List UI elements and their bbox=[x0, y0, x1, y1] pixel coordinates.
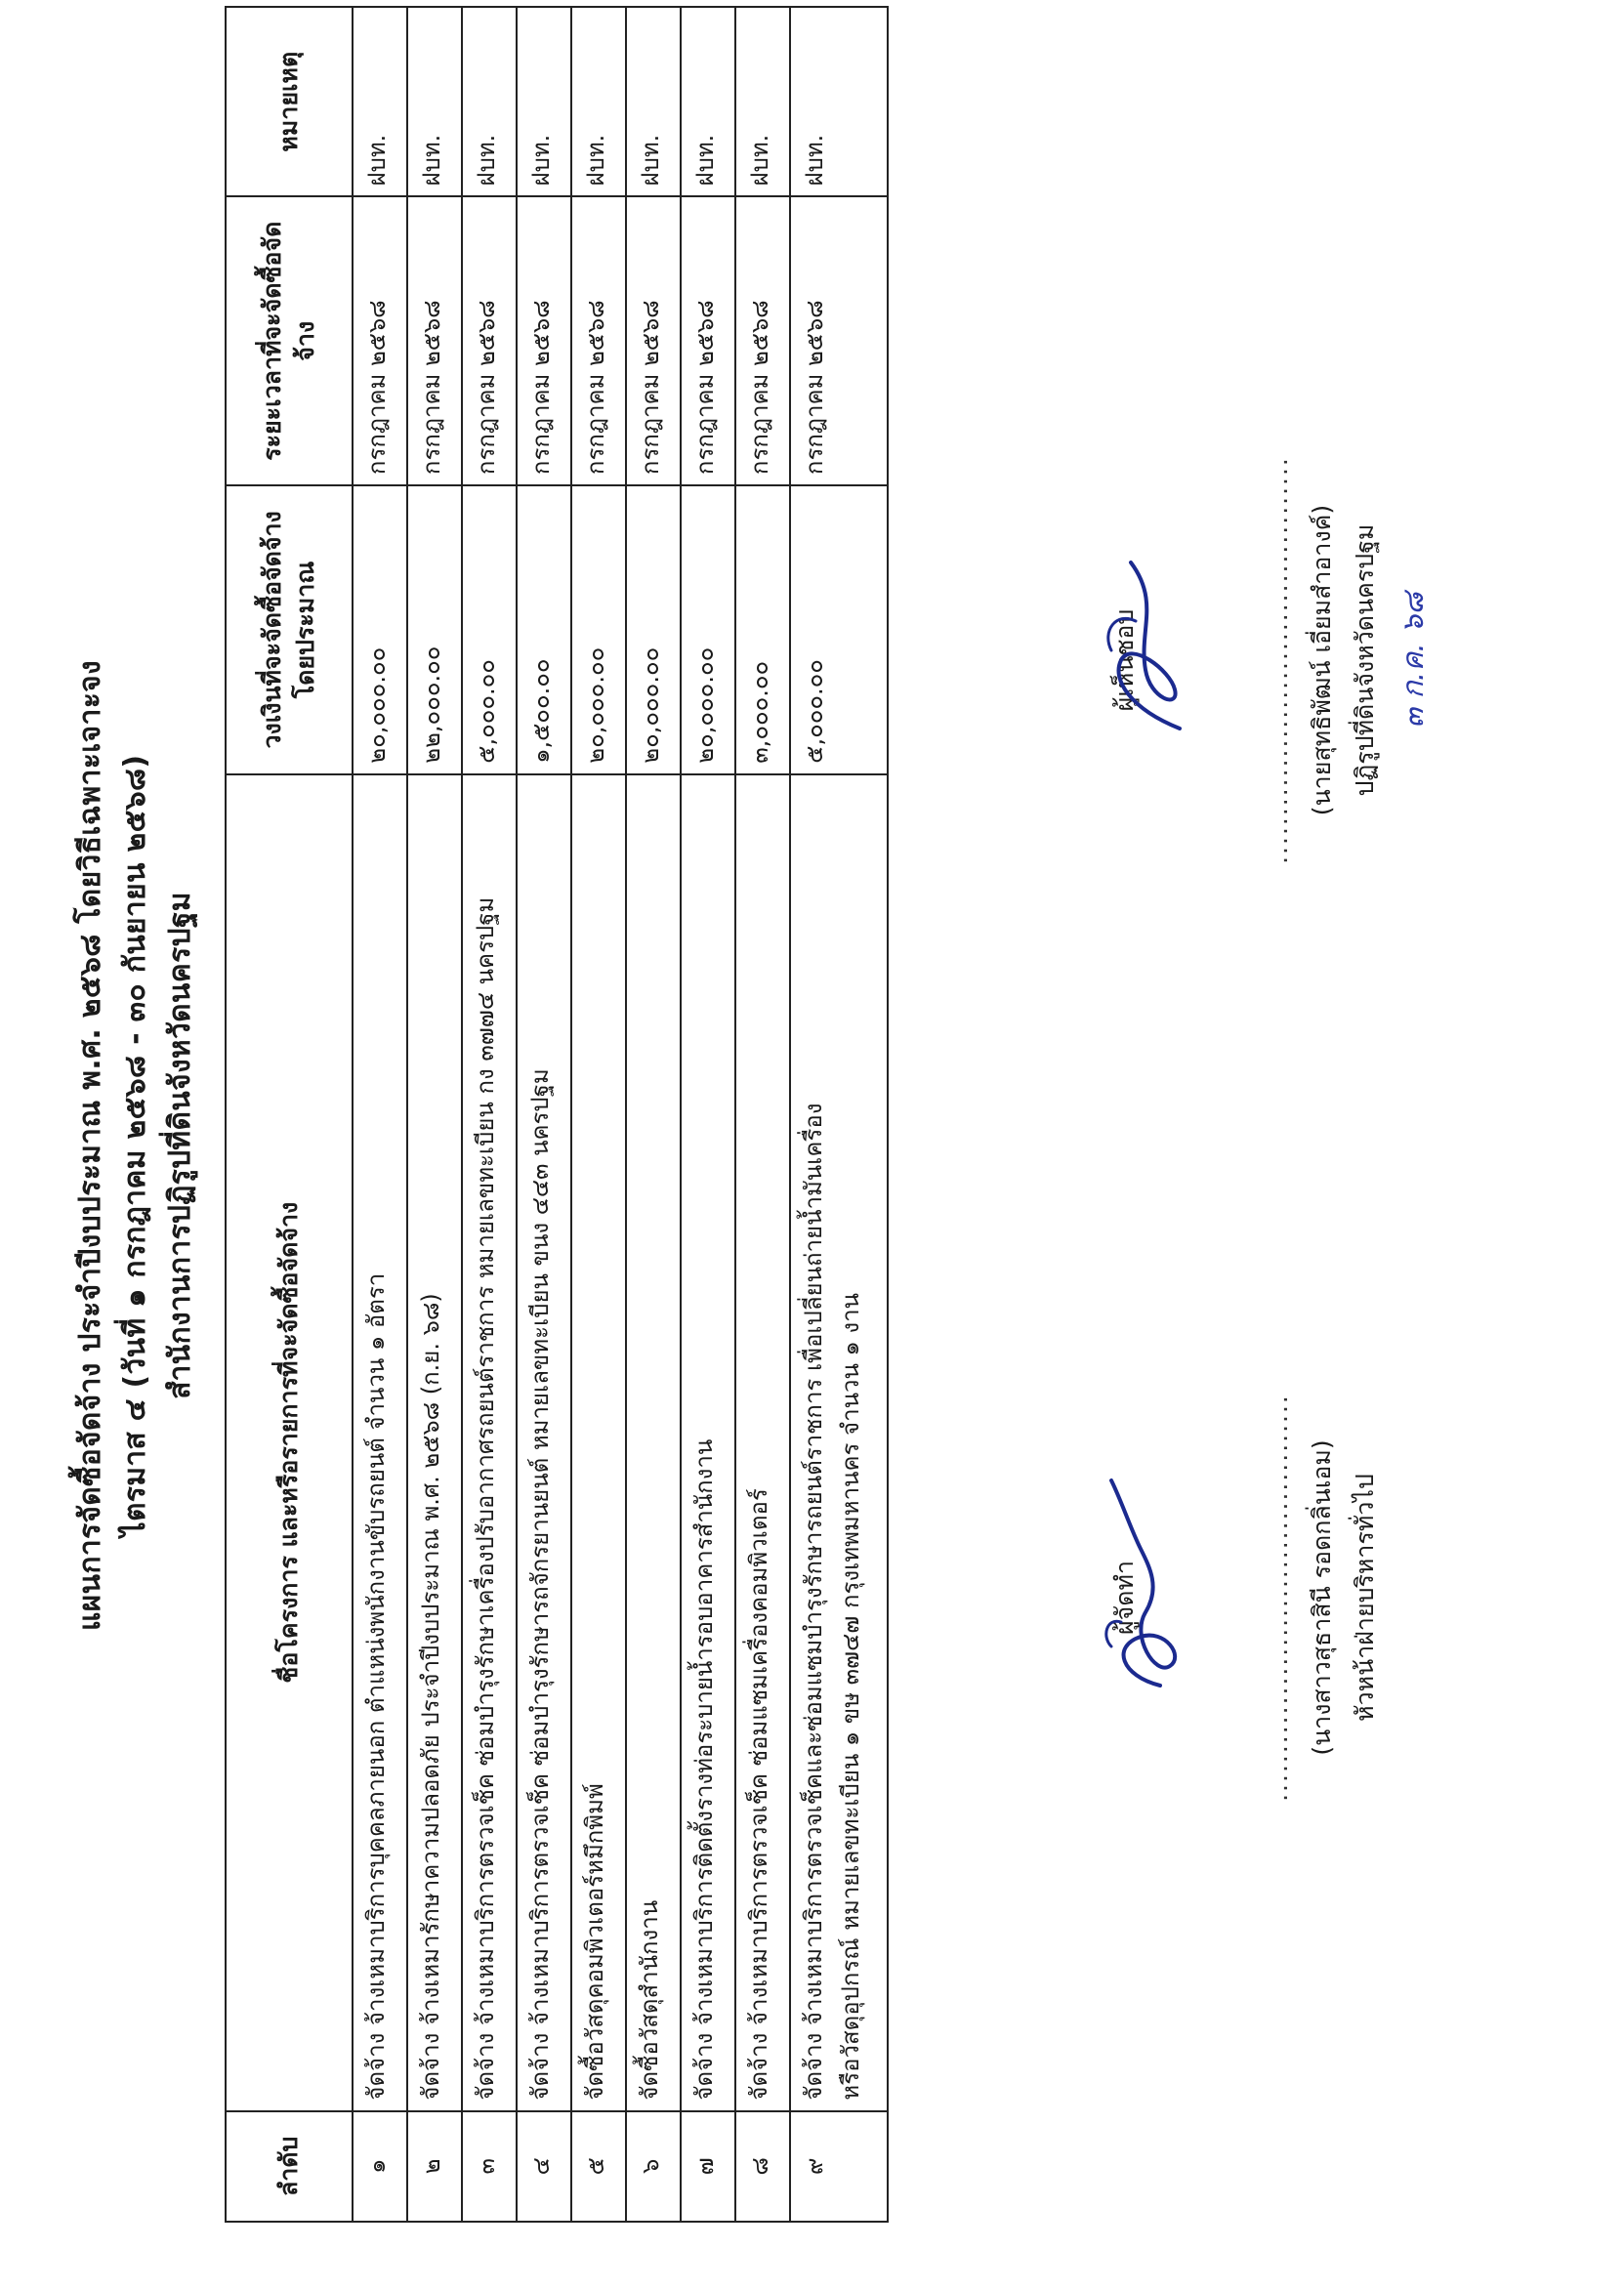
row-note: ฝบท. bbox=[735, 7, 790, 196]
row-name: จัดซื้อวัสดุคอมพิวเตอร์หมึกพิมพ์ bbox=[571, 774, 626, 2111]
row-note: ฝบท. bbox=[681, 7, 735, 196]
row-note: ฝบท. bbox=[407, 7, 462, 196]
signature-name: (นางสาวสุธาสินี รอดกลิ่นเอม) bbox=[1308, 1439, 1336, 1756]
table-row bbox=[571, 7, 626, 2222]
procurement-plan-table bbox=[225, 6, 889, 2223]
row-no: ๓ bbox=[462, 2111, 517, 2222]
row-no: ๙ bbox=[790, 2111, 888, 2222]
row-period: กรกฎาคม ๒๕๖๘ bbox=[681, 196, 735, 485]
row-name-line-1: จัดจ้าง จ้างเหมาบริการตรวจเช็คและซ่อมแซมบำรุงรักษารถยนต์ราชการ เพื่อเปลี่ยนถ่ายน้ำมันเครื่อง bbox=[800, 1103, 827, 2101]
handwritten-signature bbox=[1170, 387, 1258, 934]
col-header-period: ระยะเวลาที่จะจัดซื้อจัดจ้าง bbox=[226, 196, 353, 485]
row-budget: ๕,๐๐๐.๐๐ bbox=[462, 485, 517, 774]
row-note: ฝบท. bbox=[790, 7, 888, 196]
row-budget: ๒๐,๐๐๐.๐๐ bbox=[353, 485, 407, 774]
row-name: จัดจ้าง จ้างเหมาบริการตรวจเช็ค ซ่อมบำรุงรักษารถจักรยานยนต์ หมายเลขทะเบียน ขนง ๔๔๓ นครปฐม bbox=[517, 774, 571, 2111]
table-row bbox=[790, 7, 888, 2222]
row-period: กรกฎาคม ๒๕๖๘ bbox=[735, 196, 790, 485]
row-budget: ๕,๐๐๐.๐๐ bbox=[790, 485, 888, 774]
table-header-row bbox=[226, 7, 353, 2222]
row-note: ฝบท. bbox=[353, 7, 407, 196]
row-no: ๔ bbox=[517, 2111, 571, 2222]
row-period: กรกฎาคม ๒๕๖๘ bbox=[407, 196, 462, 485]
row-no: ๘ bbox=[735, 2111, 790, 2222]
row-name: จัดจ้าง จ้างเหมาบริการตรวจเช็ค ซ่อมบำรุงรักษาเครื่องปรับอากาศรถยนต์ราชการ หมายเลขทะเบียน กง ๓๗๗๔ นครปฐม bbox=[462, 774, 517, 2111]
col-header-no: ลำดับ bbox=[226, 2111, 353, 2222]
row-note: ฝบท. bbox=[571, 7, 626, 196]
row-name: จัดจ้าง จ้างเหมาบริการตรวจเช็ค ซ่อมแซมเครื่องคอมพิวเตอร์ bbox=[735, 774, 790, 2111]
signature-name: (นายสุทธิพัฒน์ เอี่ยมสำอางค์) bbox=[1308, 504, 1336, 816]
signature-line: .......................................... bbox=[1265, 456, 1293, 864]
table-row bbox=[735, 7, 790, 2222]
row-name: จัดจ้าง จ้างเหมาบริการบุคคลภายนอก ตำแหน่งพนักงานขับรถยนต์ จำนวน ๑ อัตรา bbox=[353, 774, 407, 2111]
row-budget: ๑,๕๐๐.๐๐ bbox=[517, 485, 571, 774]
row-period: กรกฎาคม ๒๕๖๘ bbox=[571, 196, 626, 485]
handwritten-signature bbox=[1170, 1324, 1258, 1871]
row-period: กรกฎาคม ๒๕๖๘ bbox=[517, 196, 571, 485]
handwritten-date: ๓ ก.ค. ๖๘ bbox=[1396, 592, 1431, 729]
row-budget: ๒๐,๐๐๐.๐๐ bbox=[681, 485, 735, 774]
table-row bbox=[407, 7, 462, 2222]
table-row bbox=[626, 7, 681, 2222]
col-header-budget: วงเงินที่จะจัดซื้อจัดจ้างโดยประมาณ bbox=[226, 485, 353, 774]
signature-block-approver bbox=[1103, 387, 1436, 934]
row-period: กรกฎาคม ๒๕๖๘ bbox=[462, 196, 517, 485]
row-period: กรกฎาคม ๒๕๖๘ bbox=[626, 196, 681, 485]
title-line-1: แผนการจัดซื้อจัดจ้าง ประจำปีงบประมาณ พ.ศ. ๒๕๖๘ โดยวิธีเฉพาะเจาะจง bbox=[73, 660, 107, 1631]
table-row bbox=[462, 7, 517, 2222]
row-no: ๒ bbox=[407, 2111, 462, 2222]
row-no: ๖ bbox=[626, 2111, 681, 2222]
row-no: ๕ bbox=[571, 2111, 626, 2222]
row-name bbox=[790, 774, 888, 2111]
signature-block-preparer bbox=[1103, 1324, 1387, 1871]
row-note: ฝบท. bbox=[462, 7, 517, 196]
row-name: จัดซื้อวัสดุสำนักงาน bbox=[626, 774, 681, 2111]
row-note: ฝบท. bbox=[517, 7, 571, 196]
col-header-name: ชื่อโครงการ และหรือรายการที่จะจัดซื้อจัดจ้าง bbox=[226, 774, 353, 2111]
signature-position: ปฏิรูปที่ดินจังหวัดนครปฐม bbox=[1351, 523, 1379, 797]
row-period: กรกฎาคม ๒๕๖๘ bbox=[790, 196, 888, 485]
row-no: ๑ bbox=[353, 2111, 407, 2222]
row-note: ฝบท. bbox=[626, 7, 681, 196]
row-budget: ๒๐,๐๐๐.๐๐ bbox=[571, 485, 626, 774]
signature-position: หัวหน้าฝ่ายบริหารทั่วไป bbox=[1351, 1474, 1379, 1722]
signature-scribble-icon bbox=[1092, 1471, 1209, 1705]
row-period: กรกฎาคม ๒๕๖๘ bbox=[353, 196, 407, 485]
row-name-line-2: หรือวัสดุอุปกรณ์ หมายเลขทะเบียน ๑ ขษ ๓๗๔๗ กรุงเทพมหานคร จำนวน ๑ งาน bbox=[837, 1293, 864, 2101]
document-title bbox=[68, 0, 203, 2291]
signature-line: .......................................... bbox=[1265, 1394, 1293, 1802]
row-budget: ๒๐,๐๐๐.๐๐ bbox=[626, 485, 681, 774]
col-header-note: หมายเหตุ bbox=[226, 7, 353, 196]
table-row bbox=[517, 7, 571, 2222]
row-no: ๗ bbox=[681, 2111, 735, 2222]
row-name: จัดจ้าง จ้างเหมาบริการติดตั้งรางท่อระบายน้ำรอบอาคารสำนักงาน bbox=[681, 774, 735, 2111]
signature-role: ผู้จัดทำ bbox=[1110, 1560, 1139, 1636]
signature-role: ผู้เห็นชอบ bbox=[1110, 608, 1139, 712]
row-budget: ๓,๐๐๐.๐๐ bbox=[735, 485, 790, 774]
table-row bbox=[353, 7, 407, 2222]
row-name: จัดจ้าง จ้างเหมารักษาความปลอดภัย ประจำปีงบประมาณ พ.ศ. ๒๕๖๘ (ก.ย. ๖๘) bbox=[407, 774, 462, 2111]
signature-scribble-icon bbox=[1092, 533, 1209, 768]
row-budget: ๒๒,๐๐๐.๐๐ bbox=[407, 485, 462, 774]
title-line-3: สำนักงานการปฏิรูปที่ดินจังหวัดนครปฐม bbox=[163, 892, 197, 1399]
table-row bbox=[681, 7, 735, 2222]
title-line-2: ไตรมาส ๔ (วันที่ ๑ กรกฎาคม ๒๕๖๘ - ๓๐ กันยายน ๒๕๖๘) bbox=[118, 754, 152, 1537]
